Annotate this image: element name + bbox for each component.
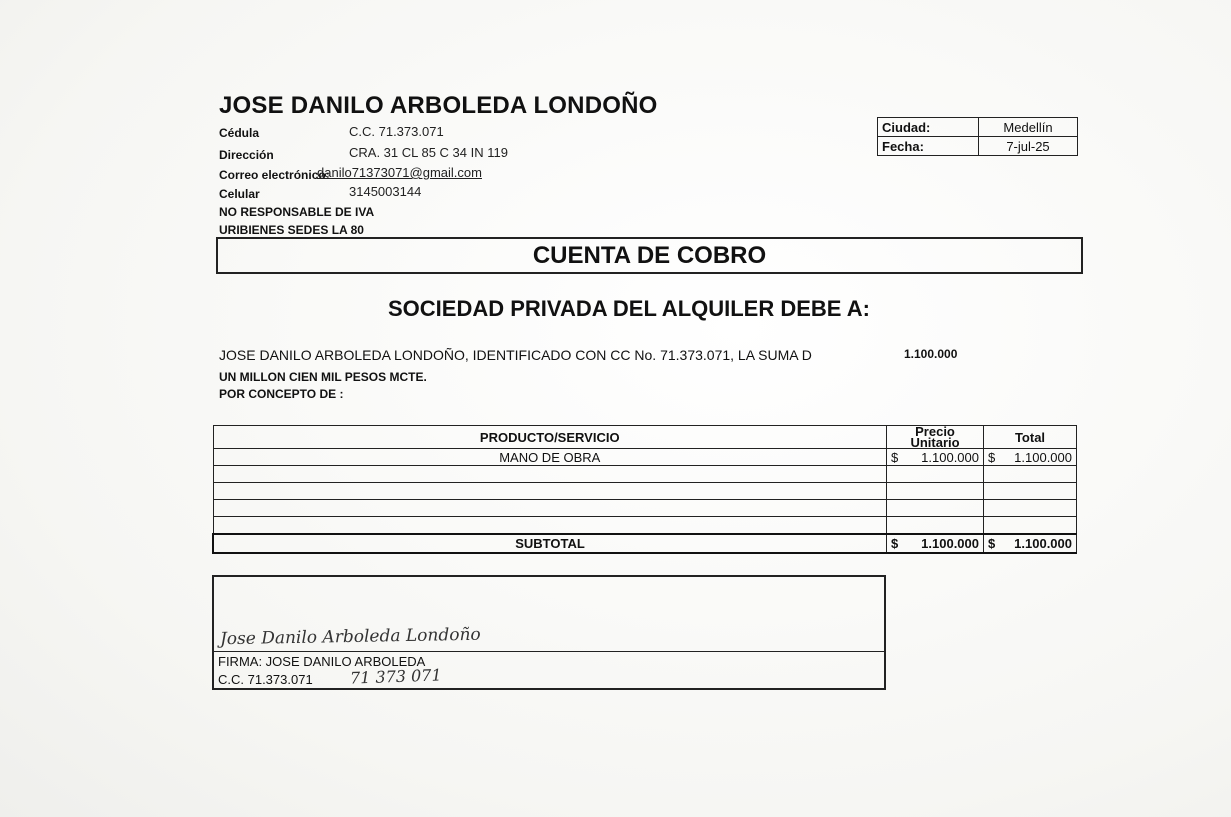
- table-row-empty: [213, 517, 1077, 535]
- direccion-label: Dirección: [219, 148, 274, 162]
- email-value: danilo71373071@gmail.com: [317, 165, 482, 180]
- date-label: Fecha:: [878, 137, 979, 156]
- signature-cc: C.C. 71.373.071: [218, 672, 313, 687]
- signature-box: [212, 575, 886, 690]
- signature-divider: [214, 651, 884, 652]
- subtotal-unit-value: 1.100.000: [921, 536, 979, 551]
- table-header-row: [213, 426, 1077, 449]
- iva-note: NO RESPONSABLE DE IVA: [219, 205, 375, 219]
- firma-label: FIRMA: JOSE DANILO ARBOLEDA: [218, 654, 426, 669]
- branch-note: URIBIENES SEDES LA 80: [219, 223, 364, 237]
- table-row-empty: [213, 483, 1077, 500]
- subtotal-label: SUBTOTAL: [213, 534, 887, 553]
- email-label: Correo electrónico:: [219, 168, 330, 182]
- concept-label: POR CONCEPTO DE :: [219, 387, 344, 401]
- items-table: [212, 425, 1077, 554]
- cedula-value: C.C. 71.373.071: [349, 124, 444, 139]
- body-amount: 1.100.000: [904, 347, 958, 361]
- unit-price-value: 1.100.000: [921, 449, 979, 465]
- celular-label: Celular: [219, 187, 260, 201]
- row-total: [984, 449, 1077, 466]
- currency-sign: $: [891, 536, 899, 551]
- handwritten-signature: Jose Danilo Arboleda Londoño: [219, 624, 481, 650]
- row-unit-price: [887, 449, 984, 466]
- city-value: Medellín: [979, 118, 1078, 137]
- table-row: [213, 449, 1077, 466]
- handwritten-cc: 71 373 071: [349, 665, 442, 688]
- header-total: Total: [984, 426, 1077, 449]
- subtotal-total: [984, 534, 1077, 553]
- currency-sign: $: [988, 449, 996, 465]
- document-title: CUENTA DE COBRO: [216, 237, 1083, 274]
- subtotal-total-value: 1.100.000: [1014, 536, 1072, 551]
- table-row-empty: [213, 466, 1077, 483]
- header-unit-price: Precio Unitario: [887, 426, 984, 449]
- direccion-value: CRA. 31 CL 85 C 34 IN 119: [349, 145, 508, 160]
- celular-value: 3145003144: [349, 184, 422, 199]
- cedula-label: Cédula: [219, 126, 260, 140]
- total-value: 1.100.000: [1014, 449, 1072, 465]
- table-row-empty: [213, 500, 1077, 517]
- subtotal-row: [213, 534, 1077, 553]
- currency-sign: $: [988, 536, 996, 551]
- subtotal-unit: [887, 534, 984, 553]
- date-value: 7-jul-25: [979, 137, 1078, 156]
- body-line-1: JOSE DANILO ARBOLEDA LONDOÑO, IDENTIFICADO CON CC No. 71.373.071, LA SUMA D: [219, 347, 812, 363]
- amount-in-words: UN MILLON CIEN MIL PESOS MCTE.: [219, 370, 427, 384]
- city-date-box: [877, 117, 1078, 156]
- row-product: MANO DE OBRA: [213, 449, 887, 466]
- city-label: Ciudad:: [878, 118, 979, 137]
- currency-sign: $: [891, 449, 899, 465]
- issuer-name: JOSE DANILO ARBOLEDA LONDOÑO: [219, 92, 658, 119]
- debtor-line: SOCIEDAD PRIVADA DEL ALQUILER DEBE A:: [388, 296, 870, 321]
- header-product: PRODUCTO/SERVICIO: [213, 426, 887, 449]
